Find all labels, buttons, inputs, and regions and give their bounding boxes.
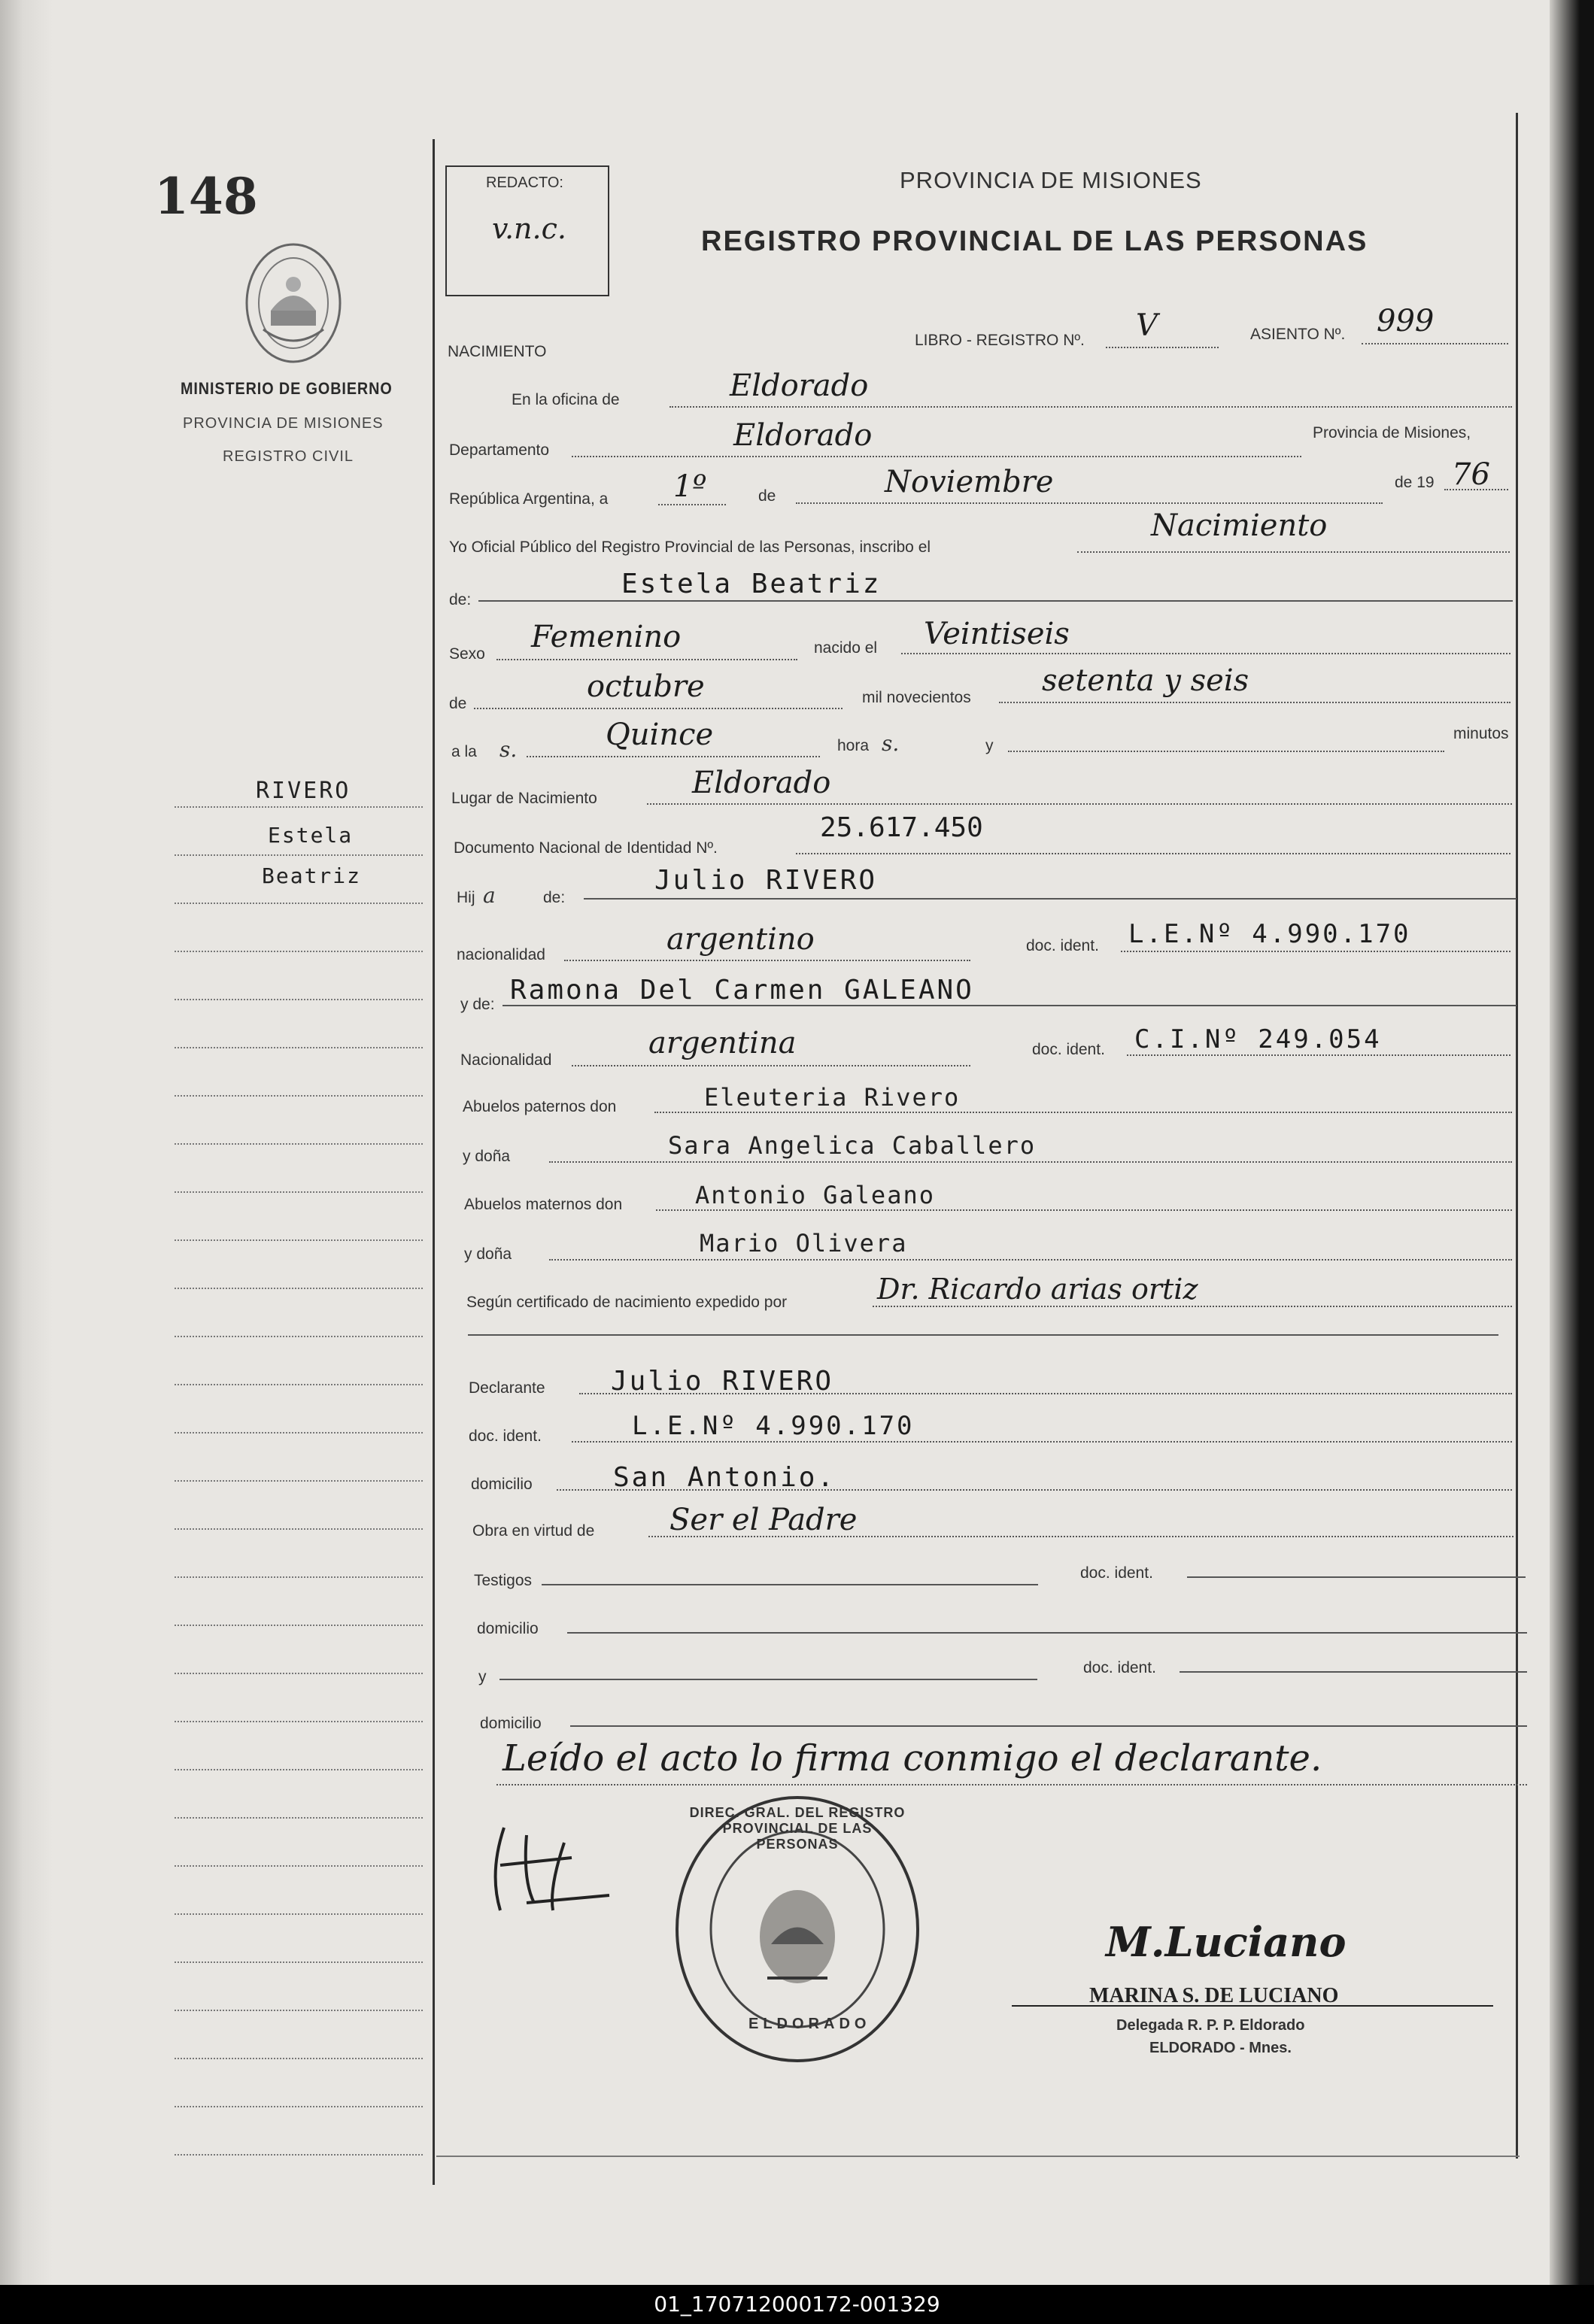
margin-line bbox=[175, 854, 423, 856]
de3-label: de bbox=[449, 695, 467, 712]
margin-line bbox=[175, 1528, 423, 1530]
official-signature: M.Luciano bbox=[1106, 1918, 1347, 1966]
margin-line bbox=[175, 1239, 423, 1241]
asiento-value: 999 bbox=[1377, 304, 1435, 338]
stamp-ring-text: DIREC. GRAL. DEL REGISTRO PROVINCIAL DE LAS PERSONAS bbox=[689, 1805, 906, 1852]
margin-given-2: Beatriz bbox=[262, 863, 362, 888]
margin-line bbox=[175, 1673, 423, 1674]
declarante-value: Julio RIVERO bbox=[611, 1366, 834, 1397]
margin-given-1: Estela bbox=[268, 823, 354, 848]
libro-label: LIBRO - REGISTRO Nº. bbox=[915, 332, 1085, 349]
margin-line bbox=[175, 1191, 423, 1193]
image-id-footer: 01_170712000172-001329 bbox=[0, 2285, 1594, 2324]
ydona2-label: y doña bbox=[464, 1245, 512, 1263]
asiento-label: ASIENTO Nº. bbox=[1250, 326, 1346, 343]
redacto-value: v.n.c. bbox=[492, 212, 566, 245]
margin-line bbox=[175, 951, 423, 952]
nacido-value: Veintiseis bbox=[924, 617, 1070, 651]
hora-suffix: s. bbox=[882, 731, 900, 756]
mil-label: mil novecientos bbox=[862, 689, 971, 706]
ab-pat2-value: Sara Angelica Caballero bbox=[668, 1131, 1037, 1160]
yde-label: y de: bbox=[460, 996, 495, 1013]
margin-line bbox=[175, 1047, 423, 1048]
anio-label: de 19 bbox=[1395, 474, 1435, 491]
departamento-label: Departamento bbox=[449, 441, 550, 459]
provincia-label: Provincia de Misiones, bbox=[1313, 424, 1471, 441]
redacto-box bbox=[445, 165, 609, 296]
docid4-label: doc. ident. bbox=[1080, 1564, 1153, 1582]
ministry-title: MINISTERIO DE GOBIERNO bbox=[181, 379, 393, 398]
margin-line bbox=[175, 999, 423, 1000]
margin-line bbox=[175, 2154, 423, 2156]
docid2-label: doc. ident. bbox=[1032, 1041, 1105, 1058]
docid3-value: L.E.Nº 4.990.170 bbox=[632, 1411, 915, 1441]
cert-label: Según certificado de nacimiento expedido por bbox=[466, 1294, 788, 1311]
oficina-value: Eldorado bbox=[730, 369, 869, 403]
docid1-label: doc. ident. bbox=[1026, 937, 1099, 954]
record-type: NACIMIENTO bbox=[448, 343, 547, 360]
alas-label: a la bbox=[451, 743, 477, 760]
margin-line bbox=[175, 1865, 423, 1867]
dni-value: 25.617.450 bbox=[820, 812, 983, 843]
de-label: de bbox=[758, 487, 776, 505]
margin-line bbox=[175, 1721, 423, 1722]
crest-stamp-icon bbox=[760, 1890, 835, 1983]
header-province: PROVINCIA DE MISIONES bbox=[900, 167, 1202, 193]
domicilio-value: San Antonio. bbox=[613, 1462, 836, 1493]
margin-line bbox=[175, 1817, 423, 1819]
domicilio3-label: domicilio bbox=[480, 1715, 542, 1732]
left-frame-line bbox=[433, 139, 435, 2185]
ab-pat-value: Eleuteria Rivero bbox=[704, 1083, 961, 1112]
header-title: REGISTRO PROVINCIAL DE LAS PERSONAS bbox=[701, 226, 1368, 257]
margin-line bbox=[175, 1961, 423, 1963]
margin-line bbox=[175, 1432, 423, 1434]
cert-value: Dr. Ricardo arias ortiz bbox=[877, 1273, 1198, 1306]
provincial-crest-icon bbox=[241, 239, 346, 367]
anio-nac-value: setenta y seis bbox=[1042, 663, 1249, 698]
nac1-value: argentino bbox=[666, 922, 815, 957]
margin-line bbox=[175, 1095, 423, 1097]
margin-line bbox=[175, 1288, 423, 1289]
closing-text: Leído el acto lo firma conmigo el declarante. bbox=[502, 1737, 1322, 1779]
hijo-de-label: de: bbox=[543, 889, 566, 906]
de2-label: de: bbox=[449, 591, 472, 608]
libro-value: V bbox=[1136, 308, 1158, 343]
margin-line bbox=[175, 1576, 423, 1578]
dia-value: 1º bbox=[673, 469, 707, 504]
oficial-label: Yo Oficial Público del Registro Provincial de las Personas, inscribo el bbox=[449, 539, 931, 556]
docid2-value: C.I.Nº 249.054 bbox=[1134, 1024, 1382, 1054]
margin-line bbox=[175, 903, 423, 904]
obra-label: Obra en virtud de bbox=[472, 1522, 595, 1540]
docid3-label: doc. ident. bbox=[469, 1427, 542, 1445]
declarante-label: Declarante bbox=[469, 1379, 545, 1397]
official-title: Delegada R. P. P. Eldorado bbox=[1116, 2017, 1305, 2034]
ydona1-label: y doña bbox=[463, 1148, 511, 1165]
official-name: MARINA S. DE LUCIANO bbox=[1089, 1984, 1339, 2007]
minutos-label: minutos bbox=[1453, 725, 1509, 742]
page-number: 148 bbox=[154, 167, 258, 226]
anio-value: 76 bbox=[1452, 457, 1490, 492]
inscripcion-value: Nacimiento bbox=[1151, 508, 1328, 543]
sexo-value: Femenino bbox=[531, 620, 682, 654]
y-label: y bbox=[985, 737, 994, 754]
ministry-registry: REGISTRO CIVIL bbox=[223, 448, 354, 465]
oficina-label: En la oficina de bbox=[512, 391, 620, 408]
stamp-bottom-text: ELDORADO bbox=[748, 2016, 871, 2032]
margin-line bbox=[175, 1625, 423, 1626]
lugar-label: Lugar de Nacimiento bbox=[451, 790, 597, 807]
y2-label: y bbox=[478, 1668, 487, 1685]
padre-value: Julio RIVERO bbox=[654, 865, 878, 896]
hora-value: Quince bbox=[606, 718, 714, 752]
republica-label: República Argentina, a bbox=[449, 490, 609, 508]
dni-label: Documento Nacional de Identidad Nº. bbox=[454, 839, 718, 857]
alas-suffix: s. bbox=[499, 737, 518, 762]
ab-mat-value: Antonio Galeano bbox=[695, 1181, 935, 1209]
margin-line bbox=[175, 1769, 423, 1770]
margin-line bbox=[175, 2058, 423, 2059]
sexo-label: Sexo bbox=[449, 645, 485, 663]
margin-line bbox=[175, 2010, 423, 2011]
official-place: ELDORADO - Mnes. bbox=[1149, 2040, 1292, 2056]
domicilio-label: domicilio bbox=[471, 1476, 533, 1493]
redacto-label: REDACTO: bbox=[486, 174, 563, 191]
hijo-suffix: a bbox=[483, 883, 496, 908]
ab-pat-label: Abuelos paternos don bbox=[463, 1098, 617, 1115]
margin-line bbox=[175, 1384, 423, 1385]
margin-line bbox=[175, 806, 423, 808]
mes-value: Noviembre bbox=[885, 465, 1054, 499]
mes-nac-value: octubre bbox=[587, 669, 705, 704]
margin-line bbox=[175, 2106, 423, 2107]
book-spine bbox=[0, 0, 53, 2285]
lugar-value: Eldorado bbox=[692, 766, 831, 800]
nacido-label: nacido el bbox=[814, 639, 878, 657]
ab-mat2-value: Mario Olivera bbox=[700, 1229, 908, 1258]
obra-value: Ser el Padre bbox=[669, 1503, 858, 1537]
testigos-label: Testigos bbox=[474, 1572, 533, 1589]
departamento-value: Eldorado bbox=[733, 418, 873, 453]
declarant-signature bbox=[481, 1813, 639, 1925]
hijo-label: Hij bbox=[457, 889, 475, 906]
ministry-province: PROVINCIA DE MISIONES bbox=[183, 415, 384, 432]
nac2-label: Nacionalidad bbox=[460, 1051, 552, 1069]
docid1-value: L.E.Nº 4.990.170 bbox=[1128, 919, 1411, 949]
nac2-value: argentina bbox=[648, 1026, 797, 1060]
nombre-value: Estela Beatriz bbox=[621, 569, 882, 599]
margin-line bbox=[175, 1143, 423, 1145]
page-edge bbox=[1550, 0, 1594, 2285]
margin-line bbox=[175, 1480, 423, 1482]
nac1-label: nacionalidad bbox=[457, 946, 545, 963]
margin-line bbox=[175, 1913, 423, 1915]
madre-value: Ramona Del Carmen GALEANO bbox=[510, 975, 974, 1006]
right-frame-line bbox=[1516, 113, 1518, 2159]
margin-line bbox=[175, 1336, 423, 1337]
docid5-label: doc. ident. bbox=[1083, 1659, 1156, 1676]
domicilio2-label: domicilio bbox=[477, 1620, 539, 1637]
hora-label: hora bbox=[837, 737, 870, 754]
margin-surname: RIVERO bbox=[256, 778, 351, 804]
ab-mat-label: Abuelos maternos don bbox=[464, 1196, 623, 1213]
